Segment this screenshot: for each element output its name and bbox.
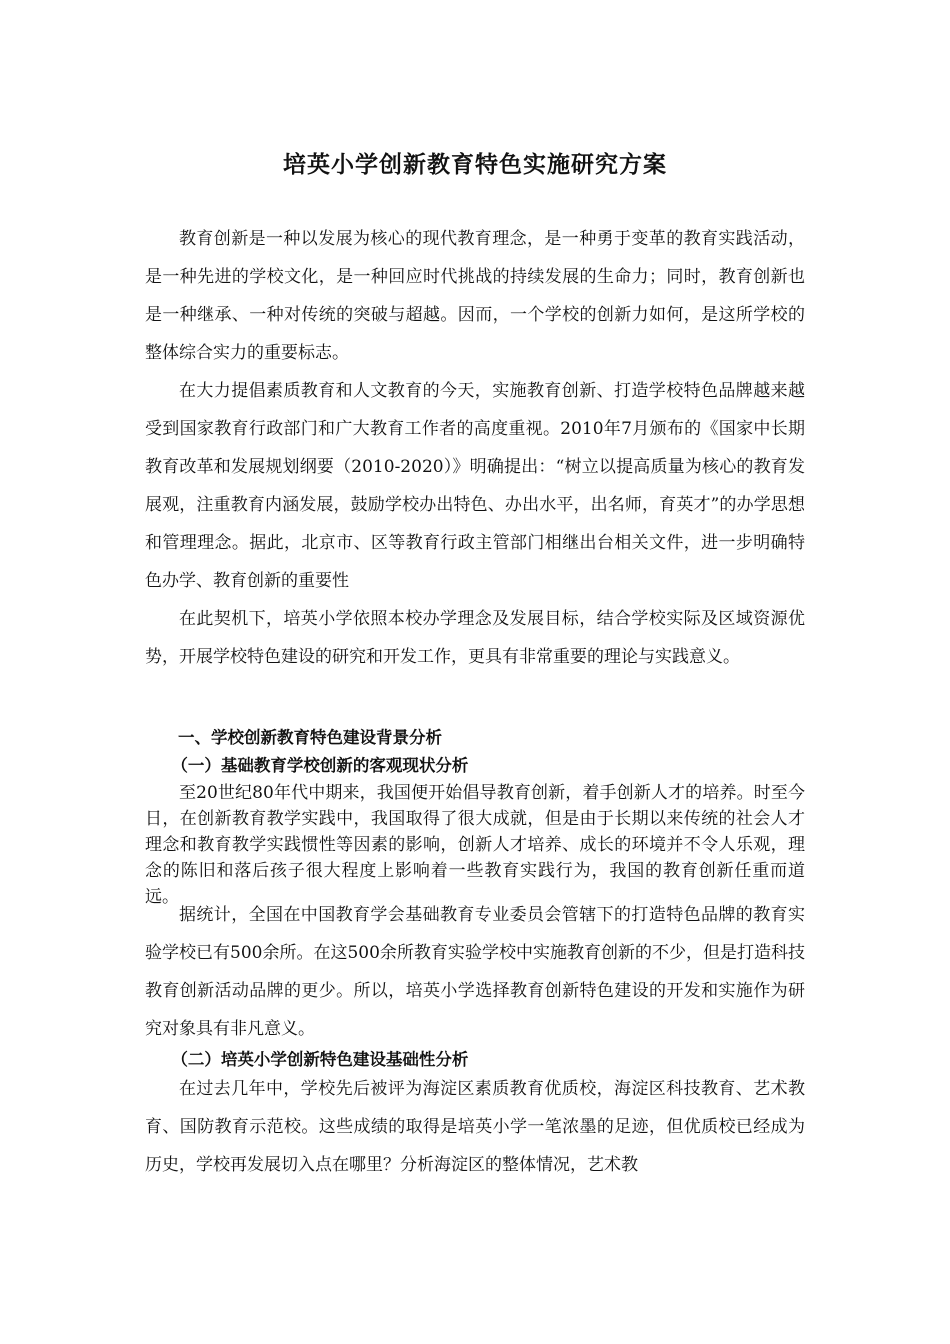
intro-section [145,220,805,676]
subsection-1-paragraph-1: 至20世纪80年代中期来，我国便开始倡导教育创新，着手创新人才的培养。时至今日，在创新教育教学实践中，我国取得了很大成就，但是由于长期以来传统的社会人才理念和教育教学实践惯性等因素的影响，创新人才培养、成长的环境并不令人乐观，理念的陈旧和落后孩子很大程度上影响着一些教育实践行为，我国的教育创新任重而道远。 [145,783,805,907]
section-1-heading: 一、学校创新教育特色建设背景分析 [178,728,442,747]
subsection-2-body [145,1070,805,1184]
intro-paragraph-1: 教育创新是一种以发展为核心的现代教育理念，是一种勇于变革的教育实践活动，是一种先进的学校文化，是一种回应时代挑战的持续发展的生命力；同时，教育创新也是一种继承、一种对传统的突破与超越。因而，一个学校的创新力如何，是这所学校的整体综合实力的重要标志。 [145,229,805,363]
subsection-1-paragraph-2: 据统计，全国在中国教育学会基础教育专业委员会管辖下的打造特色品牌的教育实验学校已有500余所。在这500余所教育实验学校中实施教育创新的不少，但是打造科技教育创新活动品牌的更少。所以，培英小学选择教育创新特色建设的开发和实施作为研究对象具有非凡意义。 [145,905,805,1039]
subsection-1-continued [145,896,805,1048]
intro-paragraph-3: 在此契机下，培英小学依照本校办学理念及发展目标，结合学校实际及区域资源优势，开展学校特色建设的研究和开发工作，更具有非常重要的理论与实践意义。 [145,609,805,667]
subsection-2-heading: （二）培英小学创新特色建设基础性分析 [171,1050,469,1069]
subsection-1-heading: （一）基础教育学校创新的客观现状分析 [171,756,469,775]
intro-paragraph-2: 在大力提倡素质教育和人文教育的今天，实施教育创新、打造学校特色品牌越来越受到国家教育行政部门和广大教育工作者的高度重视。2010年7月颁布的《国家中长期教育改革和发展规划纲要（2010-2020）》明确提出：“树立以提高质量为核心的教育发展观，注重教育内涵发展，鼓励学校办出特色、办出水平，出名师，育英才”的办学思想和管理理念。据此，北京市、区等教育行政主管部门相继出台相关文件，进一步明确特色办学、教育创新的重要性 [145,381,805,591]
section-1 [145,724,805,910]
document-title: 培英小学创新教育特色实施研究方案 [283,151,667,178]
subsection-2-paragraph-1: 在过去几年中，学校先后被评为海淀区素质教育优质校，海淀区科技教育、艺术教育、国防教育示范校。这些成绩的取得是培英小学一笔浓墨的足迹，但优质校已经成为历史，学校再发展切入点在哪里？分析海淀区的整体情况，艺术教 [145,1079,805,1175]
